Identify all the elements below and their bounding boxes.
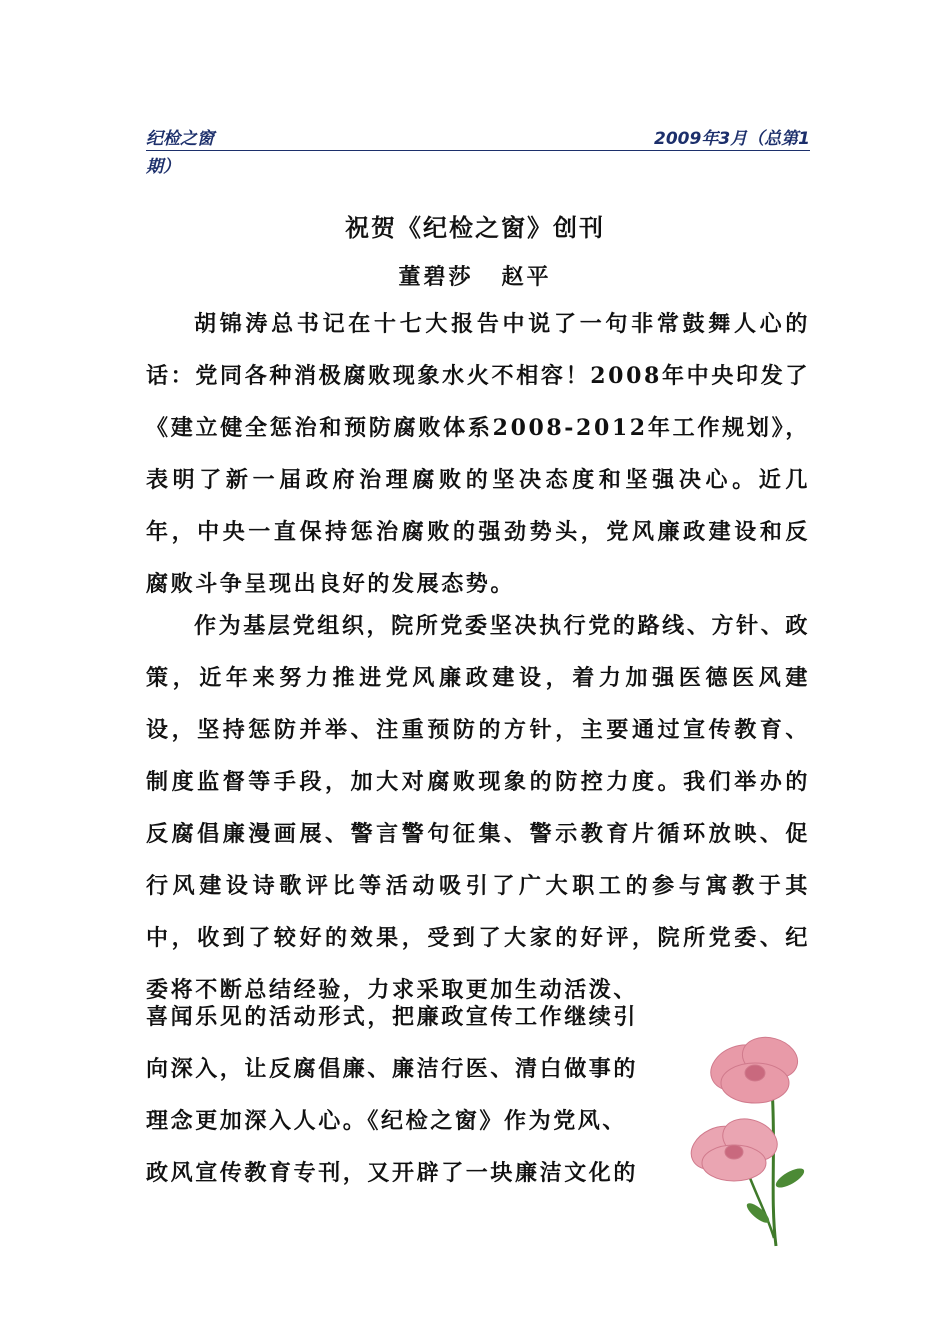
author-name: 赵平: [501, 264, 552, 290]
paragraph-3-line: 喜闻乐见的活动形式，把廉政宣传工作继续引: [146, 1004, 639, 1030]
flower-bloom-top: [704, 1031, 802, 1103]
flower-image: [680, 1028, 830, 1248]
header-issue-date-cont: 期）: [146, 157, 180, 177]
article-title: 祝贺《纪检之窗》创刊: [345, 213, 605, 242]
paragraph-3-line: 政风宣传教育专刊，又开辟了一块廉洁文化的: [146, 1160, 639, 1186]
flower-bloom-bottom: [684, 1112, 783, 1181]
paragraph-3-line: 理念更加深入人心。《纪检之窗》作为党风、: [146, 1108, 628, 1134]
header-issue-date: 2009年3月（总第1: [654, 129, 810, 149]
paragraph-3-line: 向深入，让反腐倡廉、廉洁行医、清白做事的: [146, 1056, 639, 1082]
author-name: 董碧莎: [398, 264, 474, 290]
article-authors: [0, 260, 950, 291]
header-publication-name: 纪检之窗: [146, 129, 214, 149]
header-rule: [146, 150, 810, 151]
paragraph-1: 胡锦涛总书记在十七大报告中说了一句非常鼓舞人心的话：党同各种消极腐败现象水火不相容！2008年中央印发了《建立健全惩治和预防腐败体系2008-2012年工作规划》，表明了新一届政府治理腐败的坚决态度和坚强决心。近几年，中央一直保持惩治腐败的强劲势头，党风廉政建设和反腐败斗争呈现出良好的发展态势。: [146, 311, 810, 597]
paragraph-2: 作为基层党组织，院所党委坚决执行党的路线、方针、政策，近年来努力推进党风廉政建设，着力加强医德医风建设，坚持惩防并举、注重预防的方针，主要通过宣传教育、制度监督等手段，加大对腐败现象的防控力度。我们举办的反腐倡廉漫画展、警言警句征集、警示教育片循环放映、促行风建设诗歌评比等活动吸引了广大职工的参与寓教于其中，收到了较好的效果，受到了大家的好评，院所党委、纪委将不断总结经验，力求采取更加生动活泼、: [146, 613, 810, 1003]
